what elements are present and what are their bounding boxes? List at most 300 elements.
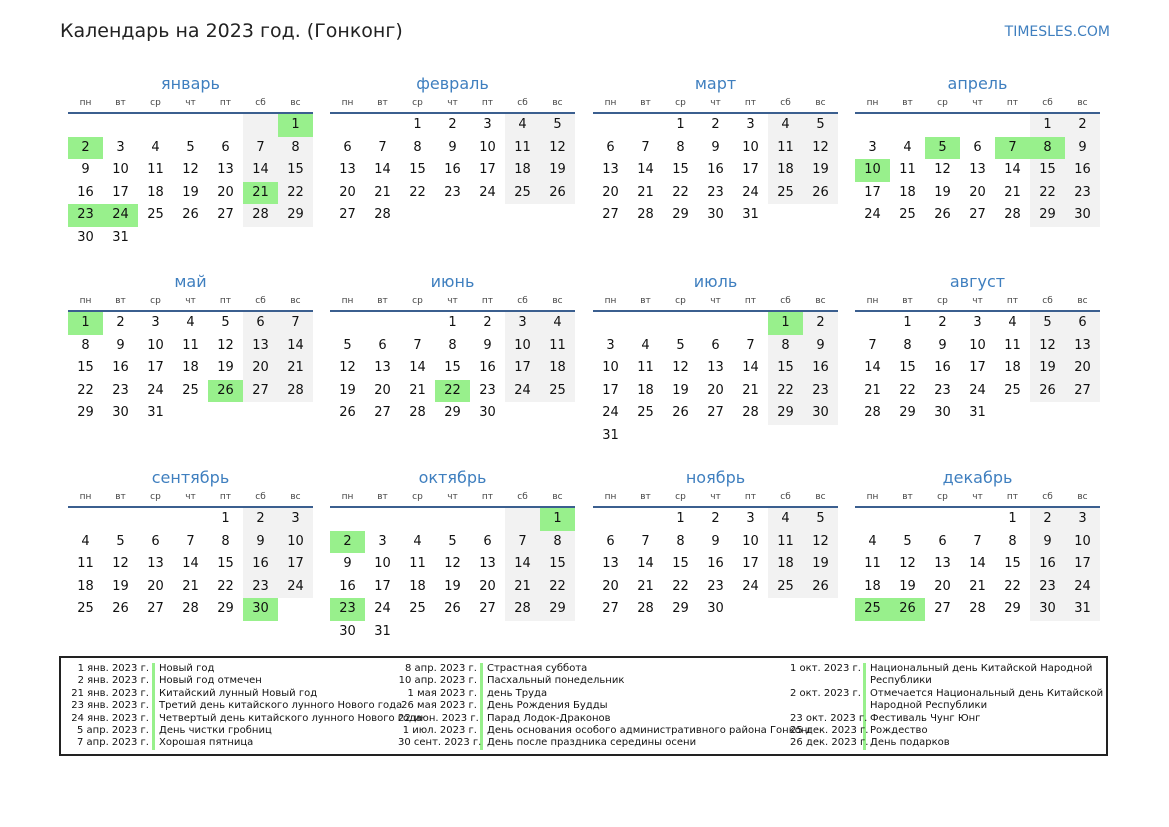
empty-cell <box>243 402 278 425</box>
weekday-label: вс <box>1077 296 1088 306</box>
empty-cell <box>138 114 173 137</box>
empty-cell <box>698 312 733 335</box>
weekday-label: чт <box>447 98 458 108</box>
holiday-row <box>790 687 1104 700</box>
week-row <box>68 114 313 137</box>
day-cell: 30 <box>77 229 94 245</box>
day-cell: 23 <box>1065 182 1100 205</box>
day-cell: 17 <box>147 360 164 375</box>
day-cell: 21 <box>278 357 313 380</box>
day-cell: 20 <box>969 184 986 200</box>
day-cell: 17 <box>742 162 759 177</box>
day-cell: 2 <box>483 315 492 330</box>
week-row <box>855 335 1100 358</box>
day-cell: 1 <box>1030 114 1065 137</box>
day-cell: 22 <box>672 578 689 594</box>
day-cell: 6 <box>606 139 615 155</box>
day-cell: 1 <box>540 508 575 531</box>
week-row <box>68 508 313 531</box>
empty-cell <box>663 312 698 335</box>
day-cell: 10 <box>112 162 129 177</box>
empty-cell <box>505 204 540 227</box>
holiday-row <box>398 713 797 725</box>
weekday-label: вс <box>815 98 826 108</box>
day-cell: 27 <box>479 601 496 616</box>
day-cell: 22 <box>672 184 689 200</box>
empty-cell <box>855 114 890 137</box>
month-calendar <box>855 468 1100 621</box>
week-row <box>68 335 313 358</box>
day-cell: 10 <box>742 533 759 549</box>
day-cell: 9 <box>938 337 947 353</box>
month-name: февраль <box>416 74 489 93</box>
day-cell: 23 <box>803 380 838 403</box>
empty-cell <box>400 621 435 644</box>
week-row <box>593 312 838 335</box>
day-cell: 10 <box>602 360 619 375</box>
day-cell: 25 <box>540 380 575 403</box>
day-cell: 16 <box>707 162 724 177</box>
holiday-list <box>59 656 1108 756</box>
day-cell: 5 <box>116 533 125 549</box>
day-cell: 4 <box>151 139 160 155</box>
holiday-date: 22 июн. 2023 г. <box>398 713 483 725</box>
weekday-label: вс <box>552 296 563 306</box>
day-cell: 1 <box>278 114 313 137</box>
day-cell: 13 <box>602 556 619 571</box>
week-row <box>68 531 313 554</box>
holiday-name: Национальный день Китайской Народной <box>870 663 1093 674</box>
month-calendar <box>68 74 313 249</box>
month-name: сентябрь <box>151 468 230 487</box>
week-row <box>68 137 313 160</box>
empty-cell <box>138 508 173 531</box>
day-cell: 8 <box>81 337 90 353</box>
week-row <box>593 425 838 448</box>
day-cell: 28 <box>637 601 654 616</box>
week-row <box>68 402 313 425</box>
week-row <box>593 182 838 205</box>
day-cell: 20 <box>243 357 278 380</box>
weekday-label: пн <box>866 492 879 502</box>
week-row <box>330 159 575 182</box>
day-cell: 14 <box>278 335 313 358</box>
day-cell: 4 <box>186 315 195 330</box>
empty-cell <box>925 508 960 531</box>
holiday-name: Четвертый день китайского лунного Нового года <box>159 712 423 724</box>
day-cell: 5 <box>903 533 912 549</box>
holiday-name: Рождество <box>870 724 928 736</box>
day-cell: 8 <box>448 337 457 353</box>
day-cell: 29 <box>540 598 575 621</box>
day-cell: 31 <box>1065 598 1100 621</box>
day-cell: 12 <box>444 556 461 571</box>
week-row <box>593 204 838 227</box>
day-cell: 3 <box>973 315 982 330</box>
day-cell: 12 <box>934 162 951 177</box>
holiday-name: День Рождения Будды <box>487 700 608 712</box>
day-cell: 14 <box>374 162 391 177</box>
weekday-label: вс <box>815 492 826 502</box>
holiday-date: 2 янв. 2023 г. <box>71 675 155 687</box>
weekday-header <box>593 292 838 312</box>
week-row <box>855 380 1100 403</box>
day-cell: 23 <box>1030 576 1065 599</box>
day-cell: 3 <box>151 315 160 330</box>
empty-cell <box>243 114 278 137</box>
day-cell: 24 <box>479 184 496 200</box>
day-cell: 14 <box>637 162 654 177</box>
weekday-label: ср <box>150 98 161 108</box>
weekday-label: вт <box>377 492 388 502</box>
week-row <box>330 137 575 160</box>
day-cell: 12 <box>112 556 129 571</box>
holiday-row <box>71 675 404 687</box>
weekday-label: пт <box>1006 492 1019 502</box>
weekday-header <box>68 94 313 114</box>
holiday-date: 23 окт. 2023 г. <box>790 712 868 724</box>
weekday-label: вт <box>902 98 913 108</box>
holiday-name: Фестиваль Чунг Юнг <box>870 712 981 724</box>
empty-cell <box>505 508 540 531</box>
day-cell: 11 <box>637 360 654 375</box>
day-cell: 16 <box>339 578 356 594</box>
week-row <box>330 553 575 576</box>
empty-cell <box>1065 402 1100 425</box>
empty-cell <box>593 508 628 531</box>
holiday-name: Отмечается Национальный день Китайской <box>870 687 1104 699</box>
day-cell: 30 <box>112 405 129 420</box>
day-cell: 20 <box>602 184 619 200</box>
week-row <box>855 531 1100 554</box>
day-cell: 23 <box>707 184 724 200</box>
empty-cell <box>173 227 208 250</box>
day-cell: 19 <box>899 578 916 594</box>
week-row <box>593 508 838 531</box>
weekday-label: вс <box>290 98 301 108</box>
weekday-label: сб <box>517 492 528 502</box>
day-cell: 20 <box>1065 357 1100 380</box>
weekday-label: сб <box>255 98 266 108</box>
week-row <box>855 137 1100 160</box>
holiday-column <box>398 663 813 750</box>
weekday-label: пн <box>341 296 354 306</box>
week-row <box>855 553 1100 576</box>
month-calendar <box>68 272 313 425</box>
day-cell: 31 <box>742 207 759 222</box>
week-row <box>68 598 313 621</box>
day-cell: 26 <box>444 601 461 616</box>
day-cell: 2 <box>116 315 125 330</box>
weekday-header <box>68 292 313 312</box>
day-cell: 8 <box>1030 137 1065 160</box>
holiday-name: День подарков <box>870 737 950 749</box>
month-calendar <box>330 468 575 643</box>
week-row <box>68 357 313 380</box>
weekday-label: сб <box>1042 492 1053 502</box>
day-cell: 11 <box>409 556 426 571</box>
day-cell: 16 <box>1065 159 1100 182</box>
day-cell: 22 <box>1004 578 1021 594</box>
day-cell: 6 <box>378 337 387 353</box>
day-cell: 24 <box>278 576 313 599</box>
day-cell: 1 <box>768 312 803 335</box>
empty-cell <box>173 508 208 531</box>
day-cell: 8 <box>903 337 912 353</box>
weekday-label: пн <box>79 492 92 502</box>
empty-cell <box>628 425 663 448</box>
week-row <box>593 357 838 380</box>
day-cell: 2 <box>243 508 278 531</box>
empty-cell <box>435 508 470 531</box>
day-cell: 12 <box>182 162 199 177</box>
week-row <box>330 576 575 599</box>
empty-cell <box>68 508 103 531</box>
weekday-label: вс <box>552 98 563 108</box>
holiday-name: Китайский лунный Новый год <box>159 687 318 699</box>
week-row <box>593 159 838 182</box>
day-cell: 28 <box>374 207 391 222</box>
day-cell: 28 <box>278 380 313 403</box>
day-cell: 20 <box>602 578 619 594</box>
empty-cell <box>768 598 803 621</box>
day-cell: 19 <box>444 578 461 594</box>
week-row <box>593 402 838 425</box>
day-cell: 17 <box>278 553 313 576</box>
weekday-label: вт <box>377 98 388 108</box>
holiday-row <box>790 713 1100 725</box>
holiday-row <box>790 737 1100 749</box>
week-row <box>68 576 313 599</box>
day-cell: 5 <box>803 508 838 531</box>
day-cell: 4 <box>903 139 912 155</box>
site-link[interactable]: TIMESLES.COM <box>1004 24 1110 40</box>
holiday-name: Третий день китайского лунного Нового года <box>159 700 403 712</box>
day-cell: 18 <box>1004 360 1021 375</box>
holiday-date: 26 мая 2023 г. <box>398 700 483 712</box>
day-cell: 19 <box>540 159 575 182</box>
day-cell: 9 <box>116 337 125 353</box>
month-calendar <box>330 74 575 227</box>
day-cell: 19 <box>934 184 951 200</box>
day-cell: 15 <box>672 162 689 177</box>
empty-cell <box>278 598 313 621</box>
day-cell: 18 <box>409 578 426 594</box>
day-cell: 29 <box>672 601 689 616</box>
day-cell: 15 <box>217 556 234 571</box>
weekday-label: сб <box>517 296 528 306</box>
month-calendar <box>593 272 838 447</box>
holiday-name: День чистки гробниц <box>159 724 272 736</box>
day-cell: 25 <box>77 601 94 616</box>
day-cell: 13 <box>602 162 619 177</box>
month-name: январь <box>161 74 220 93</box>
month-calendar <box>855 272 1100 425</box>
weekday-label: вс <box>1077 98 1088 108</box>
week-row <box>593 380 838 403</box>
week-row <box>855 159 1100 182</box>
day-cell: 16 <box>803 357 838 380</box>
day-cell: 11 <box>182 337 199 353</box>
day-cell: 8 <box>413 139 422 155</box>
empty-cell <box>995 114 1030 137</box>
day-cell: 12 <box>339 360 356 375</box>
holiday-date: 1 окт. 2023 г. <box>790 663 866 675</box>
day-cell: 13 <box>217 162 234 177</box>
day-cell: 3 <box>868 139 877 155</box>
empty-cell <box>540 621 575 644</box>
empty-cell <box>103 114 138 137</box>
day-cell: 11 <box>505 137 540 160</box>
empty-cell <box>470 204 505 227</box>
day-cell: 30 <box>707 207 724 222</box>
day-cell: 7 <box>973 533 982 549</box>
day-cell: 30 <box>934 405 951 420</box>
day-cell: 27 <box>1065 380 1100 403</box>
day-cell: 29 <box>217 601 234 616</box>
day-cell: 22 <box>217 578 234 594</box>
day-cell: 27 <box>243 380 278 403</box>
weekday-label: вс <box>290 492 301 502</box>
day-cell: 9 <box>1030 531 1065 554</box>
day-cell: 17 <box>1065 553 1100 576</box>
weekday-label: ср <box>150 296 161 306</box>
weekday-label: чт <box>972 98 983 108</box>
day-cell: 5 <box>448 533 457 549</box>
day-cell: 27 <box>374 405 391 420</box>
holiday-date: 26 дек. 2023 г. <box>790 737 869 749</box>
day-cell: 24 <box>147 382 164 398</box>
weekday-header <box>855 94 1100 114</box>
week-row <box>855 182 1100 205</box>
weekday-label: ср <box>412 98 423 108</box>
day-cell: 29 <box>444 405 461 420</box>
empty-cell <box>803 598 838 621</box>
day-cell: 11 <box>899 162 916 177</box>
weekday-label: пн <box>341 98 354 108</box>
day-cell: 8 <box>676 533 685 549</box>
day-cell: 5 <box>676 337 685 353</box>
day-cell: 30 <box>707 601 724 616</box>
day-cell: 11 <box>768 137 803 160</box>
day-cell: 29 <box>672 207 689 222</box>
weekday-label: вт <box>902 492 913 502</box>
week-row <box>593 114 838 137</box>
day-cell: 30 <box>1030 598 1065 621</box>
day-cell: 10 <box>855 159 890 182</box>
holiday-date: 30 сент. 2023 г. <box>398 737 482 749</box>
holiday-row <box>398 724 813 737</box>
day-cell: 7 <box>641 533 650 549</box>
day-cell: 17 <box>112 184 129 200</box>
weekday-label: пт <box>1006 98 1019 108</box>
empty-cell <box>138 227 173 250</box>
day-cell: 31 <box>147 405 164 420</box>
weekday-label: пн <box>604 296 617 306</box>
empty-cell <box>628 312 663 335</box>
day-cell: 4 <box>868 533 877 549</box>
day-cell: 9 <box>243 531 278 554</box>
day-cell: 31 <box>112 229 129 245</box>
day-cell: 13 <box>1065 335 1100 358</box>
holiday-column <box>71 663 423 750</box>
holiday-row <box>71 688 404 700</box>
empty-cell <box>470 508 505 531</box>
holiday-row <box>398 675 797 687</box>
day-cell: 23 <box>934 382 951 398</box>
holiday-column <box>790 663 1104 750</box>
empty-cell <box>960 508 995 531</box>
empty-cell <box>103 508 138 531</box>
day-cell: 12 <box>899 556 916 571</box>
week-row <box>855 357 1100 380</box>
day-cell: 6 <box>483 533 492 549</box>
day-cell: 2 <box>711 511 720 526</box>
day-cell: 2 <box>803 312 838 335</box>
day-cell: 19 <box>112 578 129 594</box>
holiday-row <box>398 663 797 675</box>
holiday-row <box>71 737 404 749</box>
day-cell: 26 <box>803 576 838 599</box>
day-cell: 31 <box>602 427 619 443</box>
holiday-date: 2 окт. 2023 г. <box>790 688 866 700</box>
day-cell: 2 <box>711 117 720 132</box>
day-cell: 15 <box>899 360 916 375</box>
empty-cell <box>435 621 470 644</box>
holiday-date: 25 дек. 2023 г. <box>790 724 869 736</box>
weekday-label: ср <box>675 98 686 108</box>
day-cell: 4 <box>641 337 650 353</box>
week-row <box>593 531 838 554</box>
holiday-date: 7 апр. 2023 г. <box>71 737 155 749</box>
day-cell: 9 <box>483 337 492 353</box>
day-cell: 3 <box>378 533 387 549</box>
holiday-date <box>790 675 866 687</box>
day-cell: 1 <box>448 315 457 330</box>
weekday-label: чт <box>972 296 983 306</box>
day-cell: 10 <box>479 139 496 155</box>
day-cell: 28 <box>969 601 986 616</box>
day-cell: 21 <box>864 382 881 398</box>
day-cell: 8 <box>278 137 313 160</box>
day-cell: 2 <box>330 531 365 554</box>
empty-cell <box>1030 402 1065 425</box>
empty-cell <box>173 114 208 137</box>
day-cell: 18 <box>768 553 803 576</box>
day-cell: 5 <box>925 137 960 160</box>
day-cell: 7 <box>378 139 387 155</box>
empty-cell <box>540 204 575 227</box>
day-cell: 7 <box>868 337 877 353</box>
weekday-label: пт <box>744 492 757 502</box>
weekday-header <box>855 292 1100 312</box>
day-cell: 19 <box>339 382 356 398</box>
day-cell: 8 <box>768 335 803 358</box>
day-cell: 19 <box>803 553 838 576</box>
month-name: март <box>694 74 737 93</box>
weekday-label: пн <box>341 492 354 502</box>
day-cell: 19 <box>217 360 234 375</box>
holiday-row <box>71 663 404 675</box>
day-cell: 19 <box>803 159 838 182</box>
day-cell: 7 <box>278 312 313 335</box>
holiday-row <box>398 700 797 712</box>
day-cell: 23 <box>479 382 496 398</box>
day-cell: 26 <box>934 207 951 222</box>
day-cell: 18 <box>147 184 164 200</box>
day-cell: 29 <box>1030 204 1065 227</box>
weekday-label: пн <box>604 492 617 502</box>
